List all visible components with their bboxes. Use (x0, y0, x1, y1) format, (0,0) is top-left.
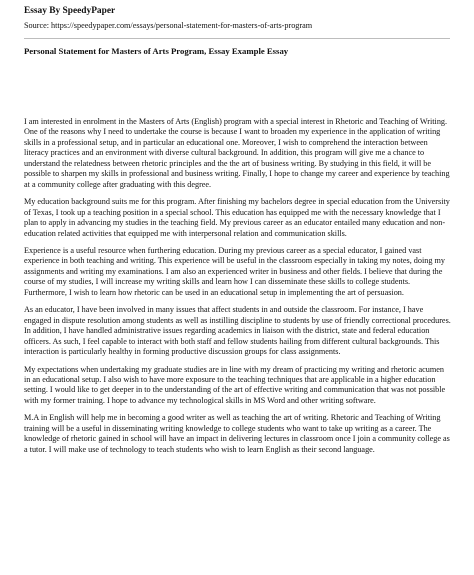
paragraph: My education background suits me for this program. After finishing my bachelors degree in special education from the University of Texas, I took up a teaching position in a special school. This education has equipped me with the necessary knowledge that I plan to apply in advancing my studies in the teaching field. My previous career as an educator entailed many education and non-education related activities that equipped me with interpersonal relation and communication skills. (24, 197, 450, 238)
paragraph: My expectations when undertaking my graduate studies are in line with my dream of practicing my writing and rhetoric acumen in an educational setup. I also wish to have more exposure to the teaching techniques that are applicable in a higher education setting. I would like to get deeper in to the understanding of the art of effective writing and communication that was not possible with my former training. I hope to advance my technological skills in MS Word and other writing software. (24, 364, 446, 405)
header-divider (24, 38, 450, 39)
paragraph: I am interested in enrolment in the Masters of Arts (English) program with a special interest in Rhetoric and Teaching of Writing. One of the reasons why I need to undertake the course is because I want to broaden my experience in the application of writing skills in a professional setup, and in particular an educational one. Moreover, I wish to comprehend the interaction between literacy practices and an environment with diverse cultural background. In addition, this program will give me a chance to understand the relatedness between rhetoric principles and the the art of business writing. By studying in this field, it will be possible to sharpen my skills in professional and business writing. Finally, I hope to change my career and experience by teaching at a community college after graduating with this degree. (24, 117, 450, 189)
essay-title: Personal Statement for Masters of Arts Program, Essay Example Essay (24, 46, 289, 56)
paragraph: As an educator, I have been involved in many issues that affect students in and outside the classroom. For instance, I have engaged in dispute resolution among students as well as instilling discipline to students by use of friendly correctional procedures. In addition, I have handled administrative issues regarding academics in liaison with the district, state and federal education officers. As such, I feel capable to interact with both staff and fellow students hailing from different cultural backgrounds. This interaction is particularly healthy in forming productive discussion groups for class assignments. (24, 305, 451, 357)
paragraph: Experience is a useful resource when furthering education. During my previous career as a special educator, I gained vast experience in both teaching and writing. This experience will be useful in the classroom especially in taking my notes, doing my assignments and writing my examinations. I am also an experienced writer in business and other fields. I believe that during the course of my studies, I will increase my writing skills and learn how I can disseminate these skills to college students. Furthermore, I wish to learn how rhetoric can be used in an educational setup in implementing the art of persuasion. (24, 245, 445, 297)
essay-body (24, 117, 452, 462)
paragraph: M.A in English will help me in becoming a good writer as well as teaching the art of writing. Rhetoric and Teaching of Writing training will be a useful in disseminating writing knowledge to college students who want to take up writing as a career. The knowledge of rhetoric gained in school will have an impact in delivering lectures in classroom once I join a community college as a tutor. I will make use of technology to teach students who wish to learn English as their second language. (24, 413, 450, 454)
brand-title: Essay By SpeedyPaper (24, 6, 116, 16)
source-line: Source: https://speedypaper.com/essays/personal-statement-for-masters-of-arts-program (24, 21, 313, 30)
